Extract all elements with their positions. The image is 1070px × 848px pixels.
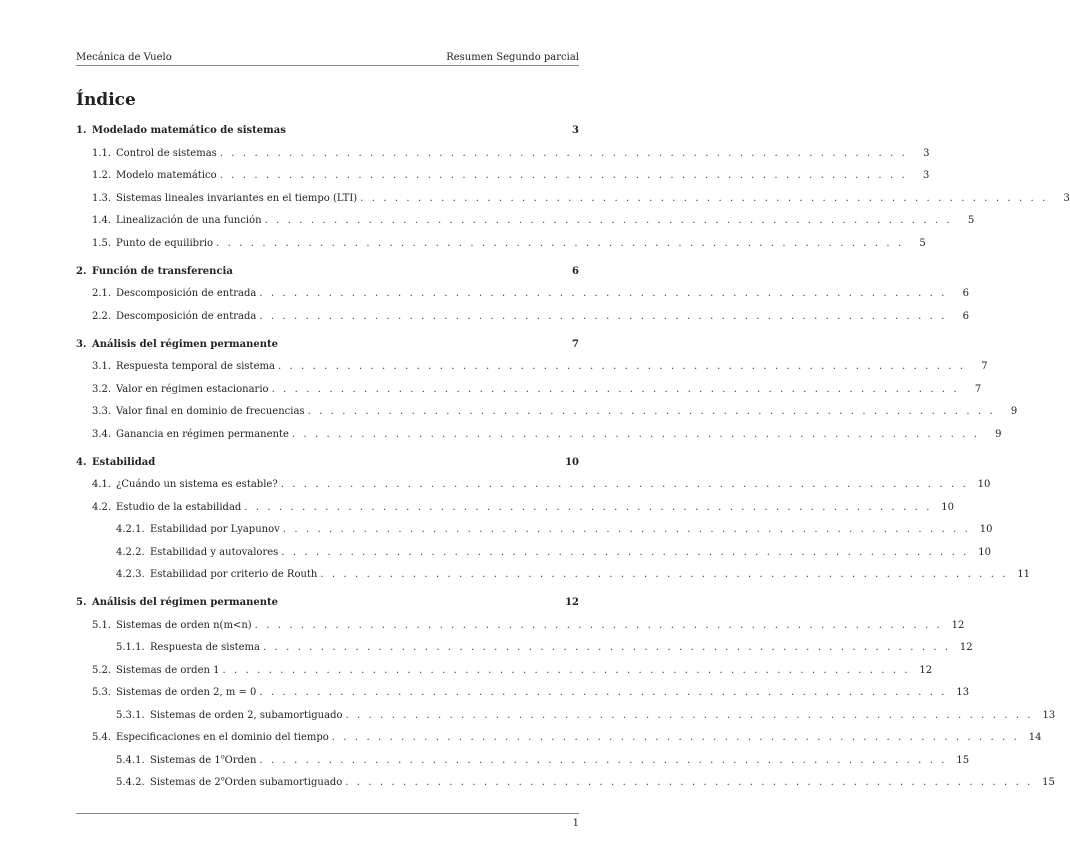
- toc-entry-page: 6: [962, 288, 970, 299]
- toc-entry-title: Descomposición de entrada: [116, 310, 257, 322]
- toc-leader-dots: . . . . . . . . . . . . . . . . . . . . . . . . . . . . . . . . . . . . . . . . . . . . . . . . . . . . . . . . . . . .: [219, 147, 908, 159]
- toc-entry-page: 9: [1010, 406, 1018, 417]
- toc-entry-number: 4.2.: [92, 501, 112, 513]
- toc-section-title: Función de transferencia: [92, 265, 233, 277]
- toc-entry-4-1[interactable]: [76, 478, 991, 492]
- toc-entry-title: Sistemas de orden 2, subamortiguado: [150, 709, 343, 721]
- toc-entry-4-2-2[interactable]: [76, 546, 991, 560]
- toc-entry-number: 4.1.: [92, 479, 112, 490]
- header-left-text: Mecánica de Vuelo: [76, 52, 172, 63]
- page-title: Índice: [76, 90, 136, 110]
- toc-entry-title: Sistemas de orden 2, m = 0: [116, 687, 257, 698]
- toc-leader-dots: . . . . . . . . . . . . . . . . . . . . . . . . . . . . . . . . . . . . . . . . . . . . . . . . . . . . . . . . . . . .: [219, 170, 908, 181]
- toc-entry-page: 15: [956, 754, 970, 766]
- toc-section-title: Análisis del régimen permanente: [92, 597, 278, 608]
- toc-entry-number: 5.3.: [92, 687, 112, 698]
- toc-entry-title: Estabilidad por Lyapunov: [150, 524, 280, 535]
- toc-leader-dots: . . . . . . . . . . . . . . . . . . . . . . . . . . . . . . . . . . . . . . . . . . . . . . . . . . . . . . . . . . . .: [262, 642, 951, 653]
- toc-leader-dots: . . . . . . . . . . . . . . . . . . . . . . . . . . . . . . . . . . . . . . . . . . . . . . . . . . . . . . . . . . . .: [277, 361, 966, 372]
- toc-entry-page: 10: [978, 546, 991, 558]
- toc-section-title: Estabilidad: [92, 456, 156, 468]
- toc-entry-page: 10: [941, 501, 954, 513]
- toc-entry-title: Especificaciones en el dominio del tiempo: [116, 732, 329, 743]
- toc-section-page: 12: [565, 597, 579, 608]
- toc-leader-dots: . . . . . . . . . . . . . . . . . . . . . . . . . . . . . . . . . . . . . . . . . . . . . . . . . . . . . . . . . . . .: [360, 192, 1048, 204]
- toc-leader-dots: . . . . . . . . . . . . . . . . . . . . . . . . . . . . . . . . . . . . . . . . . . . . . . . . . . . . . . . . . . . .: [281, 546, 969, 558]
- toc-entry-5-2[interactable]: [76, 664, 933, 678]
- toc-entry-3-4[interactable]: [76, 428, 1002, 442]
- toc-entry-2-1[interactable]: [76, 287, 970, 301]
- toc-entry-3-1[interactable]: [76, 360, 988, 374]
- toc-entry-number: 3.3.: [92, 406, 112, 417]
- toc-leader-dots: . . . . . . . . . . . . . . . . . . . . . . . . . . . . . . . . . . . . . . . . . . . . . . . . . . . . . . . . . . . .: [244, 501, 932, 513]
- toc-entry-title: Respuesta temporal de sistema: [116, 361, 275, 372]
- toc-entry-page: 3: [923, 147, 930, 159]
- toc-leader-dots: . . . . . . . . . . . . . . . . . . . . . . . . . . . . . . . . . . . . . . . . . . . . . . . . . . . . . . . . . . . .: [345, 709, 1034, 721]
- toc-entry-5-3[interactable]: [76, 686, 970, 700]
- footer-rule: [76, 813, 579, 814]
- toc-entry-page: 9: [995, 428, 1002, 440]
- toc-section-page: 3: [572, 125, 579, 136]
- toc-entry-number: 3.2.: [92, 383, 112, 395]
- toc-entry-number: 5.3.1.: [116, 709, 145, 721]
- page-number: 1: [572, 818, 579, 829]
- toc-entry-page: 5: [967, 215, 975, 226]
- toc-section-number: 2.: [76, 265, 87, 277]
- toc-entry-4-2[interactable]: [76, 501, 954, 515]
- toc-entry-5-4-1[interactable]: [76, 752, 970, 768]
- toc-entry-5-1[interactable]: [76, 619, 965, 633]
- toc-entry-page: 12: [959, 642, 973, 653]
- toc-entry-number: 3.4.: [92, 428, 112, 440]
- toc-entry-title: Punto de equilibrio: [116, 237, 214, 249]
- toc-section-2[interactable]: [76, 265, 579, 279]
- toc-section-1[interactable]: [76, 124, 579, 138]
- toc-entry-number: 4.2.3.: [116, 569, 145, 580]
- toc-entry-4-2-3[interactable]: [76, 568, 1031, 582]
- toc-leader-dots: . . . . . . . . . . . . . . . . . . . . . . . . . . . . . . . . . . . . . . . . . . . . . . . . . . . . . . . . . . . .: [320, 569, 1009, 580]
- toc-section-page: 7: [572, 338, 579, 350]
- toc-leader-dots: . . . . . . . . . . . . . . . . . . . . . . . . . . . . . . . . . . . . . . . . . . . . . . . . . . . . . . . . . . . .: [291, 428, 980, 440]
- toc-entry-1-2[interactable]: [76, 169, 930, 183]
- toc-entry-page: 6: [962, 310, 970, 322]
- toc-leader-dots: . . . . . . . . . . . . . . . . . . . . . . . . . . . . . . . . . . . . . . . . . . . . . . . . . . . . . . . . . . . .: [254, 619, 943, 631]
- toc-entry-title: Estabilidad por criterio de Routh: [150, 569, 318, 580]
- toc-entry-5-4-2[interactable]: [76, 774, 1055, 790]
- toc-section-number: 1.: [76, 125, 87, 136]
- toc-entry-page: 7: [981, 361, 988, 372]
- toc-leader-dots: . . . . . . . . . . . . . . . . . . . . . . . . . . . . . . . . . . . . . . . . . . . . . . . . . . . . . . . . . . . .: [282, 524, 971, 535]
- toc-entry-page: 15: [1042, 777, 1055, 788]
- toc-entry-title: Linealización de una función: [116, 215, 262, 226]
- table-of-contents: [76, 124, 1070, 790]
- toc-entry-title: Respuesta de sistema: [150, 642, 260, 653]
- toc-entry-number: 1.4.: [92, 215, 112, 226]
- toc-entry-page: 13: [1042, 709, 1056, 721]
- toc-section-number: 5.: [76, 597, 87, 608]
- toc-entry-page: 5: [919, 237, 926, 249]
- toc-entry-page: 3: [1063, 192, 1070, 204]
- toc-entry-title: Sistemas de 2$^o$Orden subamortiguado: [150, 774, 343, 788]
- toc-entry-number: 1.5.: [92, 237, 112, 249]
- toc-entry-number: 4.2.1.: [116, 524, 145, 535]
- toc-entry-3-2[interactable]: [76, 383, 982, 397]
- toc-entry-title: Control de sistemas: [116, 147, 217, 159]
- header-right-text: Resumen Segundo parcial: [446, 52, 579, 63]
- toc-entry-number: 5.1.: [92, 619, 112, 631]
- toc-entry-1-3[interactable]: [76, 192, 1070, 206]
- toc-leader-dots: . . . . . . . . . . . . . . . . . . . . . . . . . . . . . . . . . . . . . . . . . . . . . . . . . . . . . . . . . . . .: [280, 479, 969, 490]
- toc-entry-1-4[interactable]: [76, 214, 975, 228]
- toc-leader-dots: . . . . . . . . . . . . . . . . . . . . . . . . . . . . . . . . . . . . . . . . . . . . . . . . . . . . . . . . . . . .: [259, 310, 948, 322]
- toc-entry-title: Modelo matemático: [116, 170, 217, 181]
- toc-entry-2-2[interactable]: [76, 310, 970, 324]
- toc-section-number: 4.: [76, 456, 87, 468]
- toc-entry-page: 11: [1017, 569, 1031, 580]
- toc-entry-title: Estudio de la estabilidad: [116, 501, 242, 513]
- toc-entry-title: Sistemas de orden n(m<n): [116, 619, 252, 631]
- toc-leader-dots: . . . . . . . . . . . . . . . . . . . . . . . . . . . . . . . . . . . . . . . . . . . . . . . . . . . . . . . . . . . .: [259, 288, 948, 299]
- toc-entry-1-1[interactable]: [76, 147, 930, 161]
- toc-entry-title: Sistemas de orden 1: [116, 664, 220, 676]
- toc-entry-page: 13: [956, 687, 970, 698]
- toc-entry-3-3[interactable]: [76, 405, 1018, 419]
- toc-entry-number: 2.2.: [92, 310, 112, 322]
- toc-entry-number: 1.1.: [92, 147, 112, 159]
- toc-entry-page: 10: [977, 479, 991, 490]
- toc-entry-number: 5.4.2.: [116, 777, 145, 788]
- toc-leader-dots: . . . . . . . . . . . . . . . . . . . . . . . . . . . . . . . . . . . . . . . . . . . . . . . . . . . . . . . . . . . .: [345, 777, 1033, 788]
- toc-section-title: Análisis del régimen permanente: [92, 338, 278, 350]
- toc-section-4[interactable]: [76, 456, 579, 470]
- header-rule: [76, 65, 579, 66]
- toc-leader-dots: . . . . . . . . . . . . . . . . . . . . . . . . . . . . . . . . . . . . . . . . . . . . . . . . . . . . . . . . . . . .: [271, 383, 960, 395]
- toc-entry-page: 7: [974, 383, 982, 395]
- toc-entry-page: 12: [919, 664, 933, 676]
- toc-section-3[interactable]: [76, 338, 579, 352]
- toc-section-5[interactable]: [76, 596, 579, 610]
- toc-entry-title: Valor en régimen estacionario: [116, 383, 269, 395]
- toc-leader-dots: . . . . . . . . . . . . . . . . . . . . . . . . . . . . . . . . . . . . . . . . . . . . . . . . . . . . . . . . . . . .: [331, 732, 1020, 743]
- toc-leader-dots: . . . . . . . . . . . . . . . . . . . . . . . . . . . . . . . . . . . . . . . . . . . . . . . . . . . . . . . . . . . .: [259, 754, 948, 766]
- toc-entry-title: Estabilidad y autovalores: [150, 546, 279, 558]
- toc-entry-title: Sistemas de 1$^o$Orden: [150, 752, 257, 766]
- toc-entry-title: Valor final en dominio de frecuencias: [116, 406, 305, 417]
- toc-entry-page: 10: [979, 524, 993, 535]
- toc-entry-title: Sistemas lineales invariantes en el tiempo (LTI): [116, 192, 358, 204]
- toc-entry-title: Ganancia en régimen permanente: [116, 428, 289, 440]
- toc-leader-dots: . . . . . . . . . . . . . . . . . . . . . . . . . . . . . . . . . . . . . . . . . . . . . . . . . . . . . . . . . . . .: [264, 215, 953, 226]
- toc-entry-title: Descomposición de entrada: [116, 288, 257, 299]
- toc-leader-dots: . . . . . . . . . . . . . . . . . . . . . . . . . . . . . . . . . . . . . . . . . . . . . . . . . . . . . . . . . . . .: [307, 406, 996, 417]
- toc-section-page: 6: [572, 265, 579, 277]
- toc-entry-4-2-1[interactable]: [76, 523, 993, 537]
- page-header: [76, 52, 579, 66]
- toc-leader-dots: . . . . . . . . . . . . . . . . . . . . . . . . . . . . . . . . . . . . . . . . . . . . . . . . . . . . . . . . . . . .: [216, 237, 904, 249]
- toc-entry-page: 14: [1028, 732, 1042, 743]
- toc-entry-number: 3.1.: [92, 361, 112, 372]
- toc-entry-number: 4.2.2.: [116, 546, 145, 558]
- toc-section-page: 10: [565, 456, 579, 468]
- toc-entry-5-4[interactable]: [76, 731, 1042, 745]
- toc-entry-5-3-1[interactable]: [76, 709, 1056, 723]
- toc-leader-dots: . . . . . . . . . . . . . . . . . . . . . . . . . . . . . . . . . . . . . . . . . . . . . . . . . . . . . . . . . . . .: [222, 664, 911, 676]
- toc-entry-title: ¿Cuándo un sistema es estable?: [116, 479, 278, 490]
- toc-entry-number: 2.1.: [92, 288, 112, 299]
- toc-section-number: 3.: [76, 338, 87, 350]
- toc-entry-number: 1.3.: [92, 192, 112, 204]
- toc-entry-page: 12: [951, 619, 965, 631]
- toc-entry-1-5[interactable]: [76, 237, 926, 251]
- toc-entry-number: 5.2.: [92, 664, 112, 676]
- toc-entry-page: 3: [922, 170, 930, 181]
- toc-section-title: Modelado matemático de sistemas: [92, 125, 286, 136]
- toc-entry-number: 5.4.: [92, 732, 112, 743]
- toc-entry-number: 5.4.1.: [116, 754, 145, 766]
- toc-entry-number: 5.1.1.: [116, 642, 145, 653]
- toc-entry-number: 1.2.: [92, 170, 112, 181]
- toc-entry-5-1-1[interactable]: [76, 641, 973, 655]
- toc-leader-dots: . . . . . . . . . . . . . . . . . . . . . . . . . . . . . . . . . . . . . . . . . . . . . . . . . . . . . . . . . . . .: [259, 687, 948, 698]
